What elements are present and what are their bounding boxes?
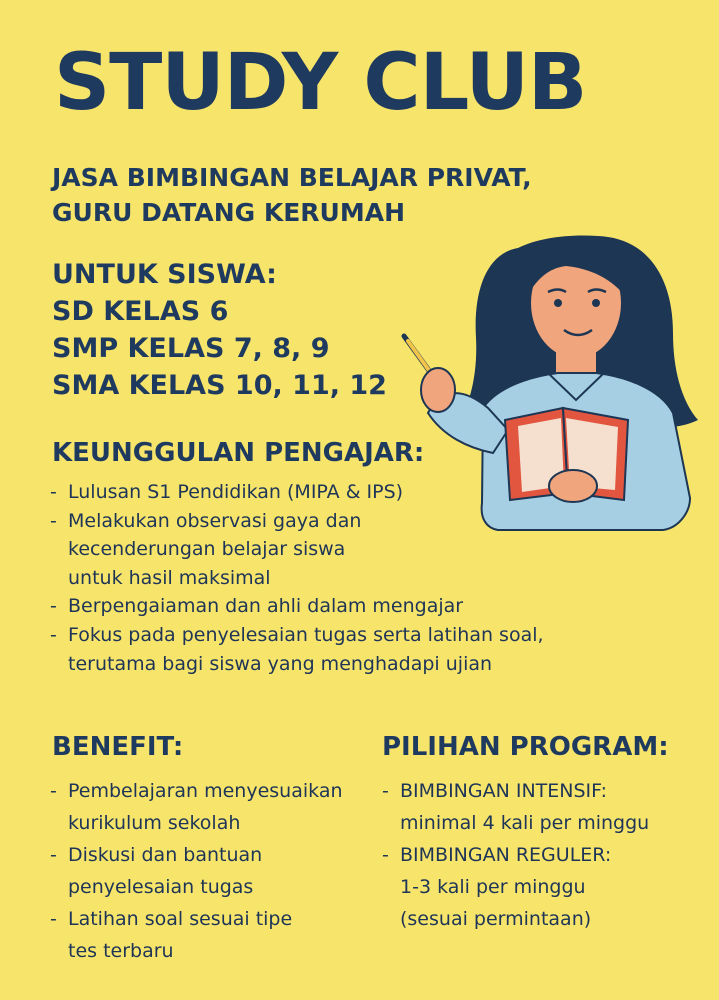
- bullet-dash: -: [50, 509, 57, 532]
- list-item-line: Fokus pada penyelesaian tugas serta latihan soal,: [68, 623, 544, 646]
- bullet-dash: -: [382, 844, 389, 866]
- list-item-line: kecenderungan belajar siswa: [68, 538, 346, 561]
- list-item: [50, 592, 710, 621]
- list-item-line: Diskusi dan bantuan: [68, 844, 263, 866]
- list-item-text: [400, 839, 712, 935]
- list-item-line: BIMBINGAN INTENSIF:: [400, 780, 608, 802]
- subtitle-line: JASA BIMBINGAN BELAJAR PRIVAT,: [52, 163, 532, 192]
- eye-left: [554, 299, 562, 307]
- list-item: [50, 903, 390, 967]
- list-item: [50, 621, 710, 678]
- bullet-dash: -: [50, 481, 57, 503]
- list-item-line: penyelesaian tugas: [68, 876, 254, 898]
- list-item-line: Lulusan S1 Pendidikan (MIPA & IPS): [68, 481, 404, 503]
- bullet-dash: -: [50, 780, 57, 802]
- bullet-dash: -: [50, 908, 57, 930]
- list-item-line: untuk hasil maksimal: [68, 566, 271, 589]
- list-item-line: Melakukan observasi gaya dan: [68, 509, 362, 532]
- program-heading: PILIHAN PROGRAM:: [382, 732, 669, 762]
- list-item-line: Berpengaiaman dan ahli dalam mengajar: [68, 595, 464, 618]
- raised-hand: [421, 368, 455, 412]
- list-item-text: [68, 775, 390, 839]
- list-item-text: [68, 903, 390, 967]
- eye-right: [592, 299, 600, 307]
- list-item: [382, 839, 712, 935]
- siswa-item: SMP KELAS 7, 8, 9: [52, 333, 330, 364]
- list-item-line: BIMBINGAN REGULER:: [400, 844, 612, 866]
- list-item-text: [68, 507, 710, 593]
- list-item-line: tes terbaru: [68, 940, 174, 962]
- bullet-dash: -: [50, 595, 57, 618]
- list-item-text: [400, 775, 712, 839]
- list-item-line: (sesuai permintaan): [400, 908, 592, 930]
- list-item-text: [68, 478, 710, 507]
- bullet-dash: -: [50, 844, 57, 866]
- page-title: STUDY CLUB: [54, 38, 587, 128]
- list-item-line: Pembelajaran menyesuaikan: [68, 780, 343, 802]
- bullet-dash: -: [382, 780, 389, 802]
- untuk-siswa-heading: UNTUK SISWA:: [52, 259, 277, 290]
- list-item: [382, 775, 712, 839]
- list-item-text: [68, 592, 710, 621]
- list-item-line: 1-3 kali per minggu: [400, 876, 586, 898]
- list-item-text: [68, 839, 390, 903]
- siswa-item: SMA KELAS 10, 11, 12: [52, 370, 387, 401]
- list-item: [50, 839, 390, 903]
- keunggulan-heading: KEUNGGULAN PENGAJAR:: [52, 438, 425, 468]
- list-item: [50, 507, 710, 593]
- siswa-item: SD KELAS 6: [52, 296, 229, 327]
- untuk-siswa-section: [52, 256, 387, 404]
- list-item: [50, 775, 390, 839]
- list-item-line: Latihan soal sesuai tipe: [68, 908, 293, 930]
- bullet-dash: -: [50, 623, 57, 646]
- list-item: [50, 478, 710, 507]
- subtitle-line: GURU DATANG KERUMAH: [52, 198, 405, 227]
- program-list: [382, 775, 712, 935]
- keunggulan-list: [50, 478, 710, 678]
- list-item-line: terutama bagi siswa yang menghadapi ujian: [68, 652, 493, 675]
- benefit-list: [50, 775, 390, 967]
- benefit-heading: BENEFIT:: [52, 732, 184, 762]
- list-item-line: kurikulum sekolah: [68, 812, 241, 834]
- list-item-line: minimal 4 kali per minggu: [400, 812, 650, 834]
- list-item-text: [68, 621, 710, 678]
